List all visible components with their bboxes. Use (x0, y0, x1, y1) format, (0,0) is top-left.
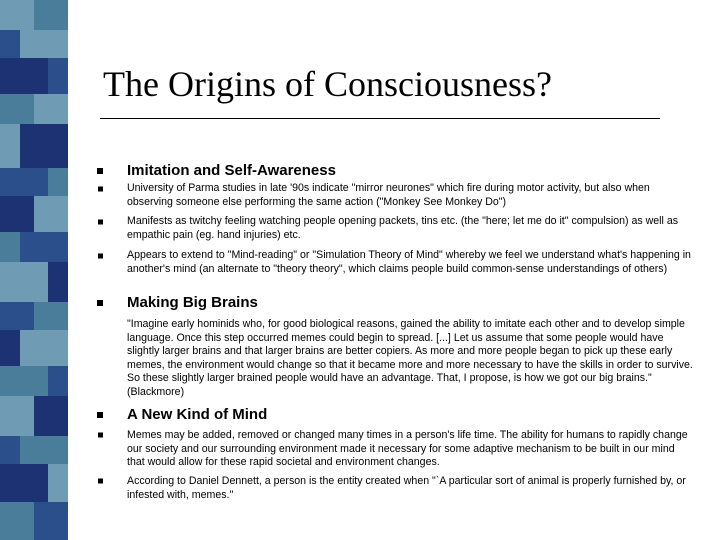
stripe-tile (20, 30, 68, 58)
bullet-point-mind-reading: Appears to extend to "Mind-reading" or "Simulation Theory of Mind" whereby we feel we understand what's happening in another's mind (an alternate to "theory theory", which claims people build common-sense understandings of others) (127, 249, 691, 275)
stripe-tile (0, 0, 34, 30)
section-heading-imitation: Imitation and Self-Awareness (127, 162, 336, 179)
stripe-tile (48, 58, 68, 94)
bullet-point-twitchy-feeling: Manifests as twitchy feeling watching people opening packets, tins etc. (the "here; let me do it" compulsion) as well as empathic pain (eg. hand injuries) etc. (127, 215, 679, 241)
stripe-tile (48, 464, 68, 502)
square-bullet-icon (98, 254, 103, 259)
square-bullet-icon (98, 187, 103, 192)
square-bullet-icon (97, 300, 103, 306)
stripe-tile (0, 464, 48, 502)
square-bullet-icon (98, 479, 103, 484)
stripe-tile (0, 94, 34, 124)
stripe-tile (20, 124, 68, 168)
square-bullet-icon (98, 433, 103, 438)
stripe-tile (34, 0, 68, 30)
stripe-tile (0, 30, 20, 58)
slide-title: The Origins of Consciousness? (103, 64, 552, 104)
stripe-tile (0, 396, 34, 436)
stripe-tile (0, 302, 34, 330)
stripe-tile (48, 366, 68, 396)
stripe-tile (34, 396, 68, 436)
stripe-tile (0, 330, 20, 366)
stripe-tile (0, 262, 48, 302)
bullet-point-dennett: According to Daniel Dennett, a person is the entity created when "`A particular sort of animal is properly furnished by, or infested with, memes.'' (127, 475, 686, 501)
section-heading-new-mind: A New Kind of Mind (127, 406, 268, 423)
stripe-tile (0, 436, 20, 464)
stripe-tile (20, 436, 68, 464)
section-heading-big-brains: Making Big Brains (127, 294, 258, 311)
stripe-tile (34, 94, 68, 124)
stripe-tile (0, 124, 20, 168)
stripe-tile (0, 232, 20, 262)
stripe-tile (0, 366, 48, 396)
square-bullet-icon (98, 220, 103, 225)
stripe-tile (0, 502, 34, 540)
stripe-tile (0, 58, 48, 94)
stripe-tile (48, 262, 68, 302)
stripe-tile (34, 302, 68, 330)
stripe-tile (34, 196, 68, 232)
bullet-point-mirror-neurones: University of Parma studies in late '90s indicate "mirror neurones" which fire during motor activity, but also when observing someone else performing the same action ("Monkey See Monkey Do") (127, 182, 650, 208)
title-underline (100, 118, 660, 119)
decorative-stripe (0, 0, 68, 540)
stripe-tile (34, 502, 68, 540)
stripe-tile (0, 168, 48, 196)
stripe-tile (48, 168, 68, 196)
stripe-tile (20, 330, 68, 366)
blackmore-quote: "Imagine early hominids who, for good biological reasons, gained the ability to imitate each other and to develop simple language. Once this step occurred memes could begin to spread. [...] Let us assume that some people would have slightly larger brains and that larger brains are better copiers. As more and more people began to pick up these early memes, the environment would change so that it became more and more necessary to have the skills in order to survive. So these slightly larger brained people would have an advantage. That, I propose, is how we got our big brains." (Blackmore) (127, 318, 693, 398)
stripe-tile (20, 232, 68, 262)
stripe-tile (0, 196, 34, 232)
square-bullet-icon (97, 412, 103, 418)
bullet-point-memes-changed: Memes may be added, removed or changed many times in a person's life time. The ability for humans to rapidly change our society and our surrounding environment made it necessary for some adaptive mechanism to be built in our mind that would allow for these rapid societal and environment changes. (127, 429, 688, 469)
square-bullet-icon (97, 168, 103, 174)
